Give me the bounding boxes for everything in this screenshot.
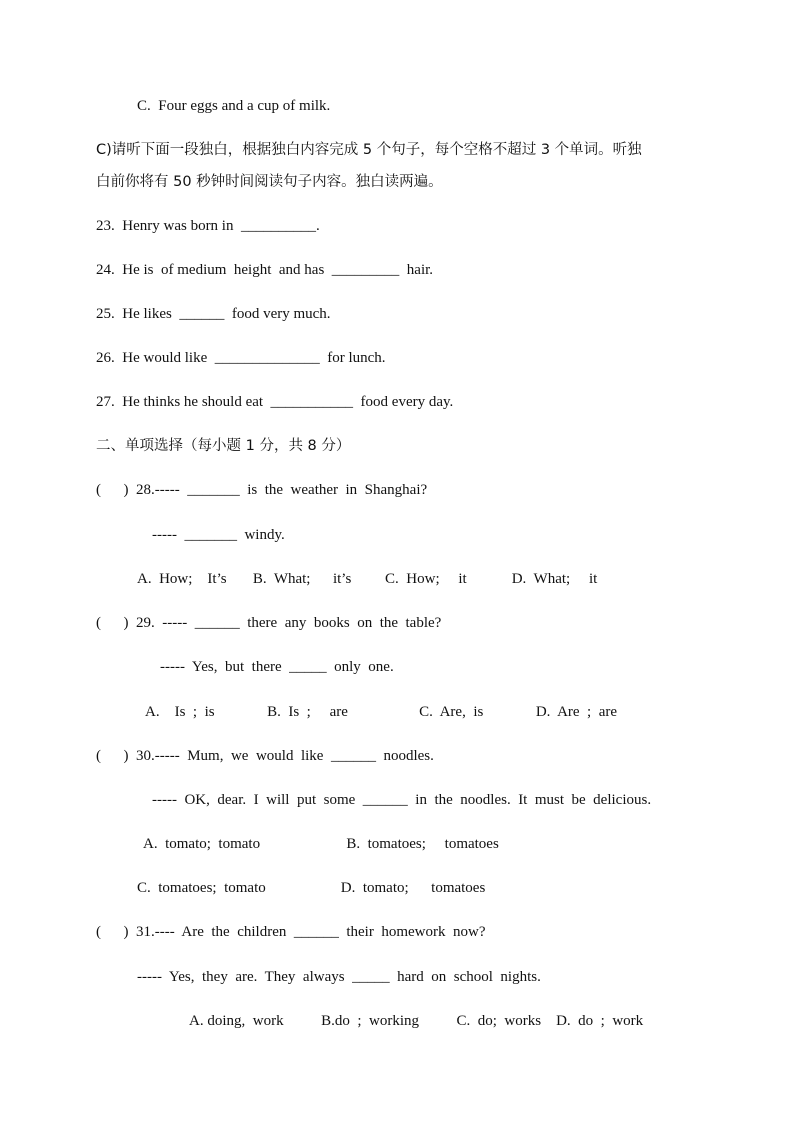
question-28-stem: ( ) 28.----- _______ is the weather in Shanghai? [96, 482, 428, 498]
question-31-options: A. doing, work B.do ; working C. do; works D. do ; work [189, 1013, 644, 1029]
question-30-reply: ----- OK, dear. I will put some ______ in the noodles. It must be delicious. [152, 792, 652, 808]
question-31-reply: ----- Yes, they are. They always _____ hard on school nights. [137, 969, 541, 985]
fill-in-question-23: 23. Henry was born in __________. [96, 218, 320, 234]
question-29-reply: ----- Yes, but there _____ only one. [160, 659, 394, 675]
fill-in-question-25: 25. He likes ______ food very much. [96, 306, 331, 322]
question-30-options-row-1: A. tomato; tomato B. tomatoes; tomatoes [143, 836, 499, 852]
question-28-reply: ----- _______ windy. [152, 527, 285, 543]
question-29-options: A. Is ; is B. Is ; are C. Are, is D. Are ; are [145, 704, 618, 720]
fill-in-question-26: 26. He would like ______________ for lunch. [96, 350, 386, 366]
section-2-heading: 二、单项选择（每小题 1 分，共 8 分） [96, 438, 351, 454]
question-29-stem: ( ) 29. ----- ______ there any books on the table? [96, 615, 442, 631]
fill-in-question-27: 27. He thinks he should eat ___________ food every day. [96, 394, 454, 410]
fill-in-question-24: 24. He is of medium height and has _________ hair. [96, 262, 434, 278]
answer-option-c: C. Four eggs and a cup of milk. [137, 98, 331, 114]
question-28-options: A. How; It’s B. What; it’s C. How; it D. What; it [137, 571, 598, 587]
question-30-stem: ( ) 30.----- Mum, we would like ______ noodles. [96, 748, 434, 764]
section-c-instruction-line-2: 白前你将有 50 秒钟时间阅读句子内容。独白读两遍。 [96, 174, 443, 190]
question-31-stem: ( ) 31.---- Are the children ______ their homework now? [96, 924, 486, 940]
section-c-instruction-line-1: C)请听下面一段独白，根据独白内容完成 5 个句子，每个空格不超过 3 个单词。听独 [96, 142, 642, 158]
question-30-options-row-2: C. tomatoes; tomato D. tomato; tomatoes [137, 880, 486, 896]
